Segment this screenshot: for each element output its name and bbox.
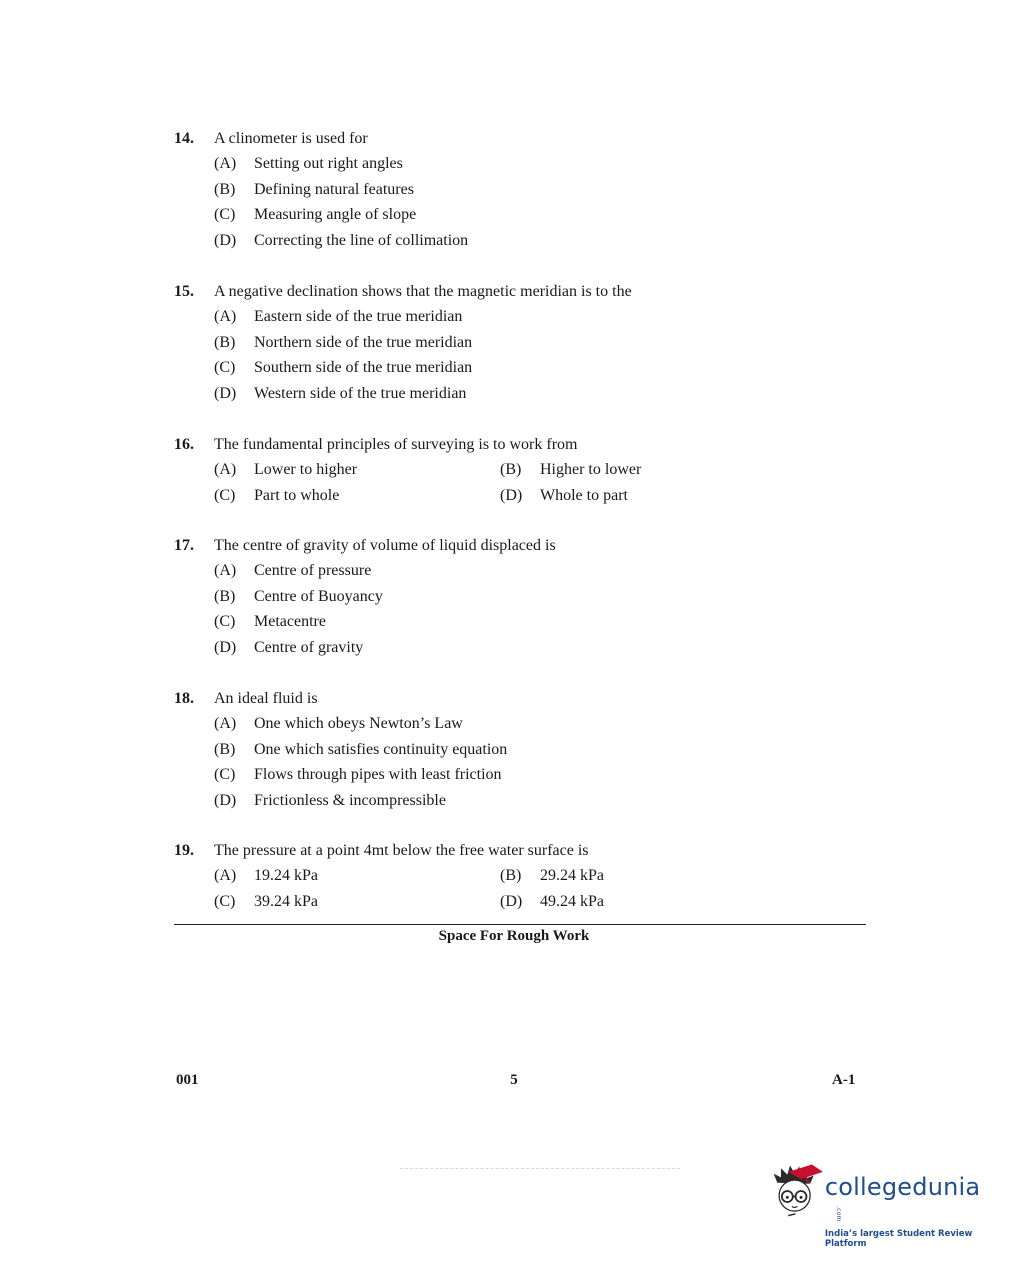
question-text: An ideal fluid is [214,690,318,707]
option-row [174,867,874,893]
option-label: (D) [214,384,237,402]
option-d [174,639,874,665]
option-text: Correcting the line of collimation [254,231,469,249]
page-number: 5 [510,1072,518,1088]
option-label: (B) [214,587,236,605]
option-text: Higher to lower [540,461,642,478]
option-a [174,308,874,334]
option-text: 39.24 kPa [254,892,318,910]
option-label: (C) [214,359,236,376]
option-label: (A) [214,867,237,884]
option-b [174,334,874,360]
question-text: A clinometer is used for [214,130,368,147]
question-text: A negative declination shows that the magnetic meridian is to the [214,283,632,300]
option-text: One which obeys Newton’s Law [254,715,463,732]
option-a [214,461,500,479]
option-text: 19.24 kPa [254,867,318,884]
collegedunia-logo [770,1160,1000,1249]
option-b [174,181,874,207]
option-label: (C) [214,613,236,630]
option-text: One which satisfies continuity equation [254,740,508,758]
question-text: The centre of gravity of volume of liquid displaced is [214,537,556,554]
option-label: (C) [214,766,236,783]
option-c [174,613,874,639]
option-a [174,155,874,181]
option-row [174,461,874,487]
question-number: 19. [174,842,194,859]
rough-work-label: Space For Rough Work [438,928,590,944]
footer-code: 001 [176,1072,199,1088]
option-text: 29.24 kPa [540,867,604,884]
option-text: Metacentre [254,613,326,630]
question-number: 15. [174,283,194,300]
option-label: (B) [500,461,522,478]
option-text: Part to whole [254,486,340,504]
option-a [174,562,874,588]
option-c [174,359,874,385]
question-number: 18. [174,690,194,707]
option-text: Setting out right angles [254,155,403,172]
question-17 [174,537,874,664]
option-row [174,487,874,513]
section-divider [174,924,866,925]
option-text: Whole to part [540,486,628,504]
brand-name: collegedunia.com [824,1173,981,1222]
option-text: Defining natural features [254,180,414,198]
option-label: (A) [214,461,237,478]
option-row [174,893,874,919]
question-18 [174,690,874,817]
option-d [500,487,628,505]
question-number: 16. [174,436,194,453]
option-c [214,487,500,505]
option-label: (D) [500,486,523,504]
brand-suffix: .com [834,1206,842,1222]
option-label: (A) [214,715,237,732]
option-text: Western side of the true meridian [254,384,467,402]
option-d [174,792,874,818]
option-label: (D) [214,231,237,249]
student-mascot-icon [770,1160,823,1222]
question-number: 14. [174,130,194,147]
option-c [174,766,874,792]
question-text: The fundamental principles of surveying is to work from [214,436,578,453]
option-c [174,206,874,232]
question-16 [174,436,874,512]
scan-artifact-line [400,1168,680,1169]
brand-tagline: India’s largest Student Review Platform [824,1229,973,1249]
option-label: (B) [214,333,236,351]
option-d [500,893,604,911]
logo-text [825,1174,1000,1249]
option-label: (B) [214,180,236,198]
option-text: Centre of Buoyancy [254,587,383,605]
option-label: (D) [214,791,237,809]
option-d [174,232,874,258]
option-text: 49.24 kPa [540,892,604,910]
question-19 [174,842,874,918]
option-label: (A) [214,562,237,579]
question-15 [174,283,874,410]
question-text: The pressure at a point 4mt below the free water surface is [214,842,589,859]
option-label: (A) [214,308,237,325]
option-label: (A) [214,155,237,172]
option-text: Northern side of the true meridian [254,333,473,351]
option-a [174,715,874,741]
option-label: (C) [214,486,236,504]
booklet-series: A-1 [832,1072,856,1088]
question-number: 17. [174,537,194,554]
option-text: Lower to higher [254,461,358,478]
option-text: Centre of pressure [254,562,372,579]
option-b [174,588,874,614]
question-14 [174,130,874,257]
option-a [214,867,500,885]
option-label: (B) [500,867,522,884]
option-text: Flows through pipes with least friction [254,766,502,783]
option-label: (C) [214,206,236,223]
option-c [214,893,500,911]
option-b [500,867,604,885]
option-label: (B) [214,740,236,758]
option-text: Frictionless & incompressible [254,791,446,809]
option-label: (D) [214,638,237,656]
option-text: Eastern side of the true meridian [254,308,463,325]
option-b [500,461,641,479]
option-b [174,741,874,767]
option-text: Centre of gravity [254,638,364,656]
option-d [174,385,874,411]
option-label: (D) [500,892,523,910]
option-text: Southern side of the true meridian [254,359,473,376]
option-label: (C) [214,892,236,910]
option-text: Measuring angle of slope [254,206,417,223]
